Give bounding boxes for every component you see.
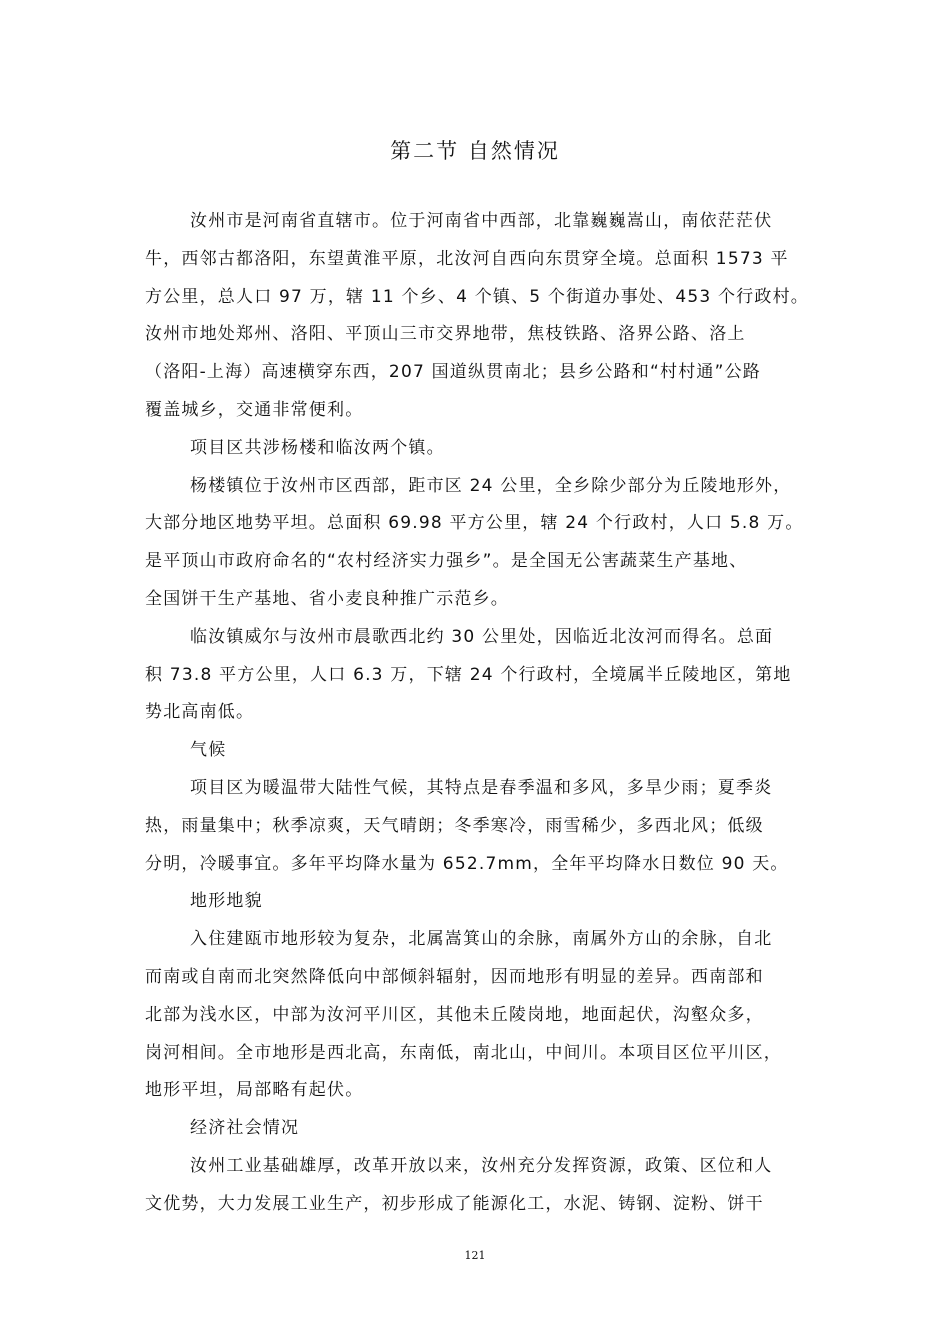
paragraph-project-area (145, 430, 810, 468)
text-line: 分明，冷暖事宜。多年平均降水量为 652.7mm，全年平均降水日数位 90 天。 (145, 853, 789, 874)
text-line: 而南或自南而北突然降低向中部倾斜辐射，因而地形有明显的差异。西南部和 (145, 966, 764, 987)
heading-economy (145, 1110, 810, 1148)
text-line: 文优势，大力发展工业生产，初步形成了能源化工，水泥、铸钢、淀粉、饼干 (145, 1193, 764, 1214)
text-line: 地形平坦，局部略有起伏。 (145, 1080, 364, 1101)
subheading-economy: 经济社会情况 (190, 1118, 300, 1139)
text-line: 是平顶山市政府命名的“农村经济实力强乡”。是全国无公害蔬菜生产基地、 (145, 551, 748, 572)
text-line: 项目区为暖温带大陆性气候，其特点是春季温和多风，多旱少雨；夏季炎 (190, 777, 773, 798)
page-number: 121 (464, 1249, 486, 1262)
heading-landform (145, 883, 810, 921)
text-line: 全国饼干生产基地、省小麦良种推广示范乡。 (145, 588, 509, 609)
paragraph-landform (145, 921, 810, 1110)
text-line: 汝州市地处郑州、洛阳、平顶山三市交界地带，焦枝铁路、洛界公路、洛上 (145, 324, 746, 345)
text-line: （洛阳-上海）高速横穿东西，207 国道纵贯南北；县乡公路和“村村通”公路 (145, 362, 761, 383)
text-line: 势北高南低。 (145, 702, 255, 723)
paragraph-location (145, 203, 810, 430)
paragraph-linru (145, 619, 810, 732)
text-line: 汝州工业基础雄厚，改革开放以来，汝州充分发挥资源，政策、区位和人 (190, 1155, 773, 1176)
text-line: 方公里，总人口 97 万，辖 11 个乡、4 个镇、5 个街道办事处、453 个行政村。 (145, 286, 809, 307)
text-line: 入住建瓯市地形较为复杂，北属嵩箕山的余脉，南属外方山的余脉，自北 (190, 929, 773, 950)
section-title: 第二节 自然情况 (390, 139, 560, 163)
paragraph-climate (145, 770, 810, 883)
text-line: 临汝镇威尔与汝州市晨歌西北约 30 公里处，因临近北汝河而得名。总面 (190, 626, 774, 647)
text-line: 汝州市是河南省直辖市。位于河南省中西部，北靠巍巍嵩山，南依茫茫伏 (190, 211, 773, 231)
text-line: 大部分地区地势平坦。总面积 69.98 平方公里，辖 24 个行政村，人口 5.8 万。 (145, 513, 804, 534)
text-line: 覆盖城乡，交通非常便利。 (145, 399, 364, 420)
heading-climate (145, 732, 810, 770)
paragraph-economy (145, 1148, 810, 1224)
body-text (145, 203, 810, 1224)
text-line: 北部为浅水区，中部为汝河平川区，其他未丘陵岗地，地面起伏，沟壑众多， (145, 1004, 764, 1025)
subheading-landform: 地形地貌 (190, 891, 263, 912)
text-line: 牛，西邻古都洛阳，东望黄淮平原，北汝河自西向东贯穿全境。总面积 1573 平 (145, 248, 789, 269)
text-line: 岗河相间。全市地形是西北高，东南低，南北山，中间川。本项目区位平川区， (145, 1042, 782, 1063)
text-line: 杨楼镇位于汝州市区西部，距市区 24 公里，全乡除少部分为丘陵地形外， (190, 475, 792, 496)
paragraph-yanglou (145, 468, 810, 619)
text-line: 项目区共涉杨楼和临汝两个镇。 (190, 437, 445, 458)
subheading-climate: 气候 (190, 740, 227, 761)
text-line: 积 73.8 平方公里，人口 6.3 万，下辖 24 个行政村，全境属半丘陵地区，第地 (145, 664, 792, 685)
text-line: 热，雨量集中；秋季凉爽，天气晴朗；冬季寒冷，雨雪稀少，多西北风；低级 (145, 815, 764, 836)
